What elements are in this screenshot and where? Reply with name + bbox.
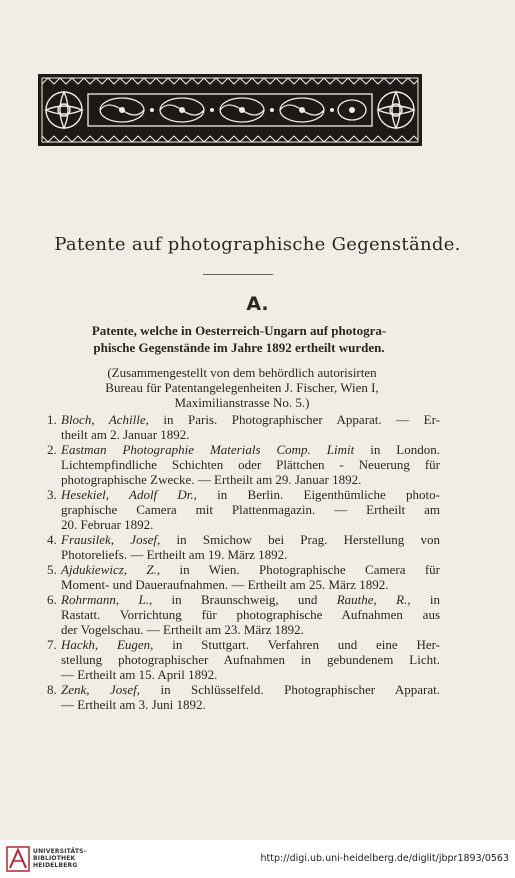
patent-list xyxy=(47,412,440,712)
ornamental-banner xyxy=(38,74,422,146)
list-item xyxy=(47,637,440,682)
entry-line xyxy=(61,442,440,457)
list-item xyxy=(47,442,440,487)
intro-line: Maximilianstrasse No. 5.) xyxy=(174,395,310,410)
entry-number: 4. xyxy=(47,532,57,547)
page-title: Patente auf photographische Gegenstände. xyxy=(54,234,461,255)
entry-number: 7. xyxy=(47,637,57,652)
library-logo-icon xyxy=(6,846,30,872)
entry-line xyxy=(61,502,440,517)
list-item xyxy=(47,562,440,592)
entry-text: stellung photographischer Aufnahmen in gebundenem Licht. xyxy=(61,652,440,667)
entry-text: in Stuttgart. Verfahren und eine Her- xyxy=(153,637,441,652)
intro-line: (Zusammengestellt von dem behördlich autorisirten xyxy=(107,365,377,380)
section-heading xyxy=(36,322,442,356)
entry-text: Lichtempfindliche Schichten oder Plättchen - Neuerung für xyxy=(61,457,440,472)
entry-line xyxy=(61,622,440,637)
entry-text: in Berlin. Eigenthümliche photo- xyxy=(196,487,440,502)
entry-line xyxy=(61,577,440,592)
entry-number: 8. xyxy=(47,682,57,697)
list-item xyxy=(47,592,440,637)
entry-text: photographische Zwecke. — Ertheilt am 29. Januar 1892. xyxy=(61,472,362,487)
entry-line xyxy=(61,532,440,547)
library-name: UNIVERSITÄTS- BIBLIOTHEK HEIDELBERG xyxy=(33,848,87,869)
list-item xyxy=(47,682,440,712)
entry-text: 20. Februar 1892. xyxy=(61,517,154,532)
entry-text: in Schlüsselfeld. Photographischer Apparat. xyxy=(139,682,440,697)
intro-note xyxy=(52,365,432,410)
entry-line xyxy=(61,427,440,442)
list-item xyxy=(47,532,440,562)
patentee-name: Bloch, Achille, xyxy=(61,412,149,427)
list-item xyxy=(47,412,440,442)
patentee-name: Frausilek, Josef, xyxy=(61,532,161,547)
entry-text: graphische Camera mit Plattenmagazin. — Ertheilt am xyxy=(61,502,440,517)
patentee-name: Zenk, Josef, xyxy=(61,682,140,697)
entry-line xyxy=(61,517,440,532)
entry-line xyxy=(61,457,440,472)
heading-line: Patente, welche in Oesterreich-Ungarn auf photogra- xyxy=(91,323,387,338)
entry-line xyxy=(61,487,440,502)
intro-line: Bureau für Patentangelegenheiten J. Fischer, Wien I, xyxy=(105,380,379,395)
entry-number: 2. xyxy=(47,442,57,457)
entry-line xyxy=(61,547,440,562)
entry-number: 3. xyxy=(47,487,57,502)
entry-line xyxy=(61,637,440,652)
entry-text: in Wien. Photographische Camera für xyxy=(160,562,440,577)
entry-text: in xyxy=(410,592,441,607)
entry-text: der Vogelschau. — Ertheilt am 23. März 1892. xyxy=(61,622,304,637)
patentee-name: Hackh, Eugen, xyxy=(61,637,154,652)
entry-text: theilt am 2. Januar 1892. xyxy=(61,427,190,442)
entry-text: in Braunschweig, und xyxy=(152,592,337,607)
entry-line xyxy=(61,562,440,577)
footer-bar xyxy=(0,840,515,878)
entry-line xyxy=(61,682,440,697)
heading-line: phische Gegenstände im Jahre 1892 ertheilt wurden. xyxy=(93,340,385,355)
patentee-name: Rauthe, R., xyxy=(336,592,411,607)
entry-text: — Ertheilt am 15. April 1892. xyxy=(61,667,218,682)
entry-text: — Ertheilt am 3. Juni 1892. xyxy=(61,697,206,712)
entry-text: Moment- und Daueraufnahmen. — Ertheilt am 25. März 1892. xyxy=(61,577,389,592)
patentee-name: Rohrmann, L., xyxy=(61,592,153,607)
section-letter: A. xyxy=(246,293,269,315)
entry-line xyxy=(61,592,440,607)
entry-number: 6. xyxy=(47,592,57,607)
entry-number: 1. xyxy=(47,412,57,427)
entry-text: Rastatt. Vorrichtung für photographische Aufnahmen aus xyxy=(61,607,440,622)
entry-text: in Paris. Photographischer Apparat. — Er- xyxy=(148,412,440,427)
entry-number: 5. xyxy=(47,562,57,577)
entry-line xyxy=(61,652,440,667)
patentee-name: Ajdukiewicz, Z., xyxy=(61,562,161,577)
list-item xyxy=(47,487,440,532)
entry-text: in London. xyxy=(354,442,440,457)
entry-line xyxy=(61,697,440,712)
entry-line xyxy=(61,607,440,622)
title-divider xyxy=(203,274,273,275)
entry-line xyxy=(61,472,440,487)
entry-text: in Smichow bei Prag. Herstellung von xyxy=(160,532,440,547)
entry-text: Photoreliefs. — Ertheilt am 19. März 1892. xyxy=(61,547,288,562)
entry-line xyxy=(61,412,440,427)
patentee-name: Hesekiel, Adolf Dr., xyxy=(61,487,197,502)
patentee-name: Eastman Photographie Materials Comp. Limit xyxy=(61,442,355,457)
entry-line xyxy=(61,667,440,682)
source-url-link[interactable]: http://digi.ub.uni-heidelberg.de/diglit/jbpr1893/0563 xyxy=(260,853,509,864)
